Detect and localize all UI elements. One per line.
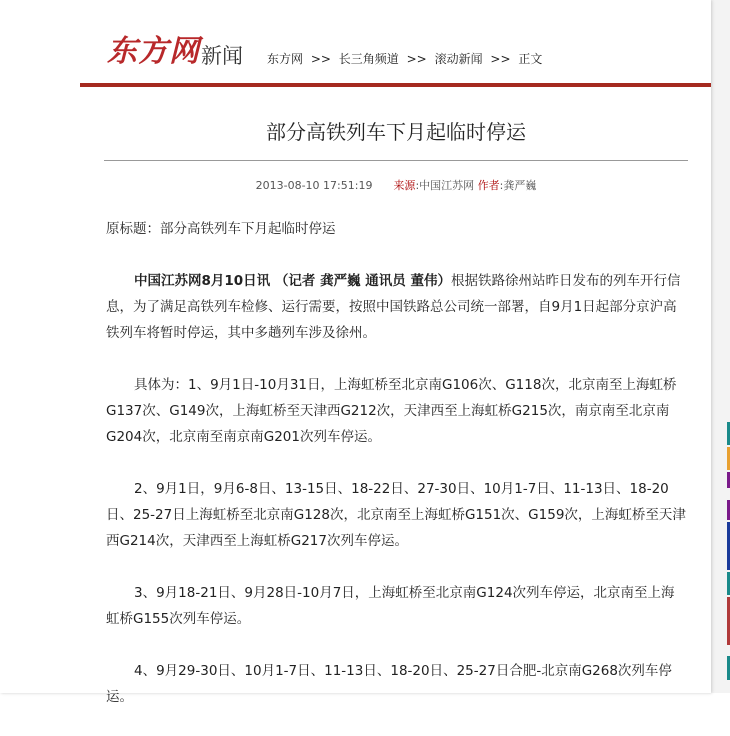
lead-paragraph: 中国江苏网8月10日讯 （记者 龚严巍 通讯员 董伟）根据铁路徐州站昨日发布的列车开行信息，为了满足高铁列车检修、运行需要，按照中国铁路总公司统一部署，自9月1日起部分京沪高铁列车将暂时停运，其中多趟列车涉及徐州。 xyxy=(106,273,681,341)
article-source: 中国江苏网 xyxy=(419,179,475,192)
paragraph: 3、9月18-21日、9月28日-10月7日，上海虹桥至北京南G124次列车停运，北京南至上海虹桥G155次列车停运。 xyxy=(106,585,675,627)
article-meta: 2013-08-10 17:51:19 来源:中国江苏网 作者:龚严巍 xyxy=(255,179,537,192)
original-title: 原标题：部分高铁列车下月起临时停运 xyxy=(106,221,336,237)
breadcrumb-rolling-news[interactable]: 滚动新闻 xyxy=(434,52,483,66)
paragraph: 2、9月1日，9月6-8日、13-15日、18-22日、27-30日、10月1-7日、11-13日、18-20日、25-27日上海虹桥至北京南G128次，北京南至上海虹桥G151次、G159次，上海虹桥至天津西G214次，天津西至上海虹桥G217次列车停运。 xyxy=(106,481,686,549)
breadcrumb-channel[interactable]: 长三角频道 xyxy=(338,52,399,66)
paragraph: 具体为：1、9月1日-10月31日，上海虹桥至北京南G106次、G118次，北京南至上海虹桥G137次、G149次，上海虹桥至天津西G212次，天津西至上海虹桥G215次，南京南至北京南G204次，北京南至南京南G201次列车停运。 xyxy=(106,377,677,445)
site-logo[interactable]: 东方网 xyxy=(107,34,200,69)
title-divider xyxy=(104,160,688,161)
breadcrumb-sep: >> xyxy=(406,52,427,66)
article-body xyxy=(106,216,688,736)
breadcrumb-current: 正文 xyxy=(518,52,543,66)
source-label: 来源 xyxy=(393,179,416,192)
article-datetime: 2013-08-10 17:51:19 xyxy=(255,179,373,192)
dateline: 中国江苏网8月10日讯 （记者 龚严巍 通讯员 董伟） xyxy=(134,273,451,289)
site-header xyxy=(0,0,711,88)
paragraph: 4、9月29-30日、10月1-7日、11-13日、18-20日、25-27日合肥-北京南G268次列车停运。 xyxy=(106,663,672,705)
header-divider xyxy=(80,83,711,87)
article-author: 龚严巍 xyxy=(503,179,537,192)
article-title: 部分高铁列车下月起临时停运 xyxy=(266,120,526,144)
breadcrumb-home[interactable]: 东方网 xyxy=(267,52,304,66)
breadcrumb-sep: >> xyxy=(310,52,331,66)
site-logo-sub[interactable]: 新闻 xyxy=(201,44,243,68)
author-label: 作者 xyxy=(477,179,500,192)
breadcrumb xyxy=(267,50,546,67)
breadcrumb-sep: >> xyxy=(490,52,511,66)
